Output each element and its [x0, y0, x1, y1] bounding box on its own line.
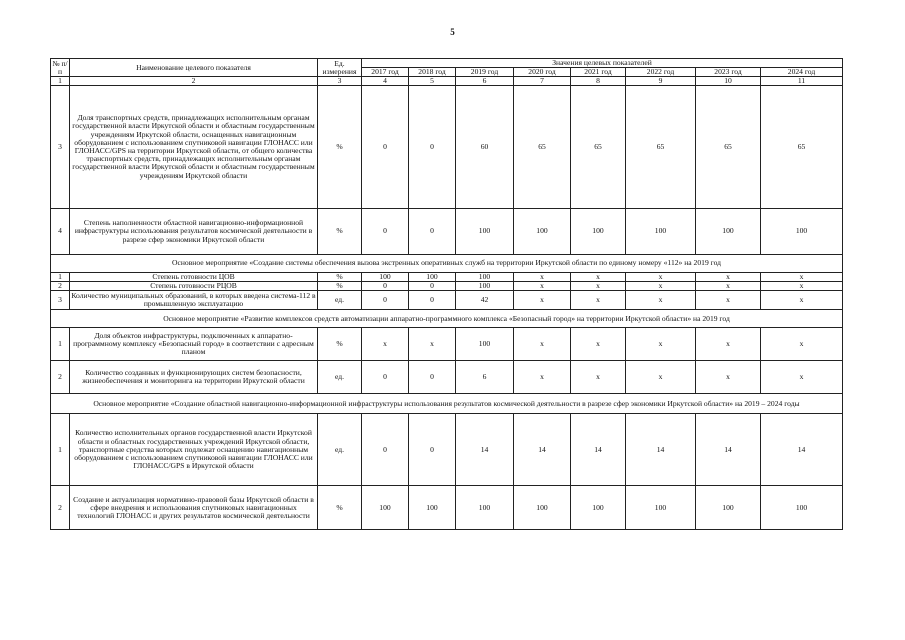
header-year: 2018 год: [409, 68, 456, 77]
row-value: 0: [362, 414, 409, 486]
row-value: x: [761, 273, 843, 282]
column-number: 11: [761, 77, 843, 86]
indicator-name: Количество созданных и функционирующих систем безопасности, жизнеобеспечения и мониторинга на территории Иркутской области: [70, 361, 318, 394]
column-number: 3: [318, 77, 362, 86]
row-num: 2: [51, 486, 70, 530]
section-row: [51, 310, 843, 328]
row-unit: %: [318, 486, 362, 530]
row-value: 14: [761, 414, 843, 486]
table-row: [51, 328, 843, 361]
row-value: 0: [362, 282, 409, 291]
row-value: 14: [514, 414, 571, 486]
column-number: 6: [456, 77, 514, 86]
row-value: 0: [409, 291, 456, 310]
header-year: 2017 год: [362, 68, 409, 77]
section-row: [51, 255, 843, 273]
row-value: 0: [362, 86, 409, 209]
row-value: x: [514, 291, 571, 310]
row-value: x: [761, 328, 843, 361]
row-value: 100: [456, 328, 514, 361]
column-number: 8: [571, 77, 626, 86]
header-num: № п/п: [52, 58, 68, 76]
row-value: 60: [456, 86, 514, 209]
row-value: 100: [696, 209, 761, 255]
row-unit: %: [318, 86, 362, 209]
indicator-name: Количество исполнительных органов государственной власти Иркутской области и областных государственных учреждений Иркутской области, транспортные средства которых подлежат оснащению навигационным оборудованием с использованием спутниковой навигации ГЛОНАСС или ГЛОНАСС/GPS в Иркутской области: [70, 414, 318, 486]
row-value: x: [626, 291, 696, 310]
indicator-name: Степень готовности ЦОВ: [70, 273, 318, 282]
row-value: x: [571, 291, 626, 310]
indicator-name: Степень готовности РЦОВ: [70, 282, 318, 291]
row-value: 65: [514, 86, 571, 209]
indicator-name: Количество муниципальных образований, в которых введена система-112 в промышленную эксплуатацию: [71, 291, 316, 309]
row-value: x: [761, 361, 843, 394]
table-row: [51, 209, 843, 255]
row-value: 6: [456, 361, 514, 394]
row-num: 1: [51, 273, 70, 282]
table-row: [51, 273, 843, 282]
row-value: x: [514, 282, 571, 291]
table-row: [51, 361, 843, 394]
page-number: 5: [450, 27, 455, 37]
row-value: 65: [571, 86, 626, 209]
row-value: x: [626, 282, 696, 291]
row-value: x: [571, 282, 626, 291]
row-value: 100: [409, 486, 456, 530]
row-value: 100: [514, 209, 571, 255]
column-number: 9: [626, 77, 696, 86]
row-value: 100: [761, 486, 843, 530]
row-value: x: [514, 273, 571, 282]
row-value: 100: [456, 282, 514, 291]
indicator-name: Степень наполненности областной навигационно-информационной инфраструктуры использования результатов космической деятельности в разрезе сфер экономики Иркутской области: [70, 209, 318, 255]
row-value: 65: [761, 86, 843, 209]
header-values-group: Значения целевых показателей: [362, 59, 843, 68]
row-value: x: [626, 361, 696, 394]
row-value: 100: [362, 273, 409, 282]
row-value: x: [362, 328, 409, 361]
table-row: [51, 414, 843, 486]
row-value: x: [696, 328, 761, 361]
row-value: x: [571, 361, 626, 394]
header-year: 2019 год: [456, 68, 514, 77]
column-number: 10: [696, 77, 761, 86]
row-num: 2: [51, 282, 70, 291]
indicator-name: Доля объектов инфраструктуры, подключенных к аппаратно-программному комплексу «Безопасный город» в соответствии с адресным планом: [70, 328, 318, 361]
indicator-name: Создание и актуализация нормативно-правовой базы Иркутской области в сфере внедрения и использования спутниковых навигационных технологий ГЛОНАСС и других результатов космической деятельности: [70, 486, 318, 530]
row-value: x: [696, 282, 761, 291]
row-num: 3: [51, 86, 70, 209]
row-value: 100: [696, 486, 761, 530]
row-num: 3: [51, 291, 70, 310]
column-number: 5: [409, 77, 456, 86]
section-title: Основное мероприятие «Развитие комплексов средств автоматизации аппаратно-программного комплекса «Безопасный город» на территории Иркутской области» на 2019 год: [51, 310, 843, 328]
column-number: 1: [51, 77, 70, 86]
row-value: 100: [626, 486, 696, 530]
row-value: 0: [362, 209, 409, 255]
row-unit: ед.: [318, 291, 362, 310]
row-num: 2: [51, 361, 70, 394]
header-unit: Ед. измерения: [318, 59, 362, 77]
row-value: x: [571, 328, 626, 361]
row-value: 0: [409, 414, 456, 486]
row-value: x: [626, 328, 696, 361]
row-value: 100: [571, 486, 626, 530]
header-name: Наименование целевого показателя: [70, 59, 318, 77]
row-value: 14: [456, 414, 514, 486]
header-year: 2023 год: [696, 68, 761, 77]
header-year: 2024 год: [761, 68, 843, 77]
header-year: 2022 год: [626, 68, 696, 77]
row-num: 4: [51, 209, 70, 255]
row-value: 100: [456, 209, 514, 255]
row-value: x: [571, 273, 626, 282]
row-unit: %: [318, 328, 362, 361]
column-number: 7: [514, 77, 571, 86]
section-title: Основное мероприятие «Создание системы обеспечения вызова экстренных оперативных служб на территории Иркутской области по единому номеру «112» на 2019 год: [51, 255, 843, 273]
row-value: 100: [626, 209, 696, 255]
row-value: 14: [571, 414, 626, 486]
row-unit: %: [318, 273, 362, 282]
row-value: 0: [409, 282, 456, 291]
row-value: 65: [626, 86, 696, 209]
row-value: x: [696, 291, 761, 310]
row-value: 0: [362, 291, 409, 310]
row-num: 1: [51, 328, 70, 361]
column-number-row: [51, 77, 843, 86]
table-row: [51, 86, 843, 209]
row-value: 0: [362, 361, 409, 394]
row-value: 100: [456, 273, 514, 282]
table-row: [51, 282, 843, 291]
row-value: x: [409, 328, 456, 361]
target-indicators-table: [50, 58, 843, 530]
row-value: 0: [409, 209, 456, 255]
row-value: 100: [514, 486, 571, 530]
column-number: 2: [70, 77, 318, 86]
row-value: x: [514, 328, 571, 361]
row-value: x: [696, 273, 761, 282]
row-unit: %: [318, 209, 362, 255]
row-value: x: [761, 282, 843, 291]
column-number: 4: [362, 77, 409, 86]
header-year: 2020 год: [514, 68, 571, 77]
row-value: 100: [362, 486, 409, 530]
table-row: [51, 291, 843, 310]
row-value: 0: [409, 361, 456, 394]
table-row: [51, 486, 843, 530]
row-value: 100: [456, 486, 514, 530]
row-value: 65: [696, 86, 761, 209]
row-value: 14: [696, 414, 761, 486]
row-value: 0: [409, 86, 456, 209]
row-unit: ед.: [318, 414, 362, 486]
row-num: 1: [51, 414, 70, 486]
section-row: [51, 394, 843, 414]
row-value: x: [696, 361, 761, 394]
row-unit: ед.: [318, 361, 362, 394]
row-value: 14: [626, 414, 696, 486]
row-value: 100: [409, 273, 456, 282]
row-value: 100: [761, 209, 843, 255]
indicator-name: Доля транспортных средств, принадлежащих исполнительным органам государственной власти Иркутской области и областным государственным учреждениям Иркутской области, оснащенных навигационным оборудованием с использованием спутниковой навигации ГЛОНАСС или ГЛОНАСС/GPS на территории Иркутской области, от общего количества транспортных средств, принадлежащих исполнительным органам государственной власти Иркутской области и областным государственным учреждениям Иркутской области: [70, 86, 318, 209]
header-year: 2021 год: [571, 68, 626, 77]
row-value: 42: [456, 291, 514, 310]
section-title: Основное мероприятие «Создание областной навигационно-информационной инфраструктуры использования результатов космической деятельности в разрезе сфер экономики Иркутской области» на 2019 – 2024 годы: [51, 394, 843, 414]
row-value: 100: [571, 209, 626, 255]
row-unit: %: [318, 282, 362, 291]
row-value: x: [514, 361, 571, 394]
row-value: x: [761, 291, 843, 310]
row-value: x: [626, 273, 696, 282]
